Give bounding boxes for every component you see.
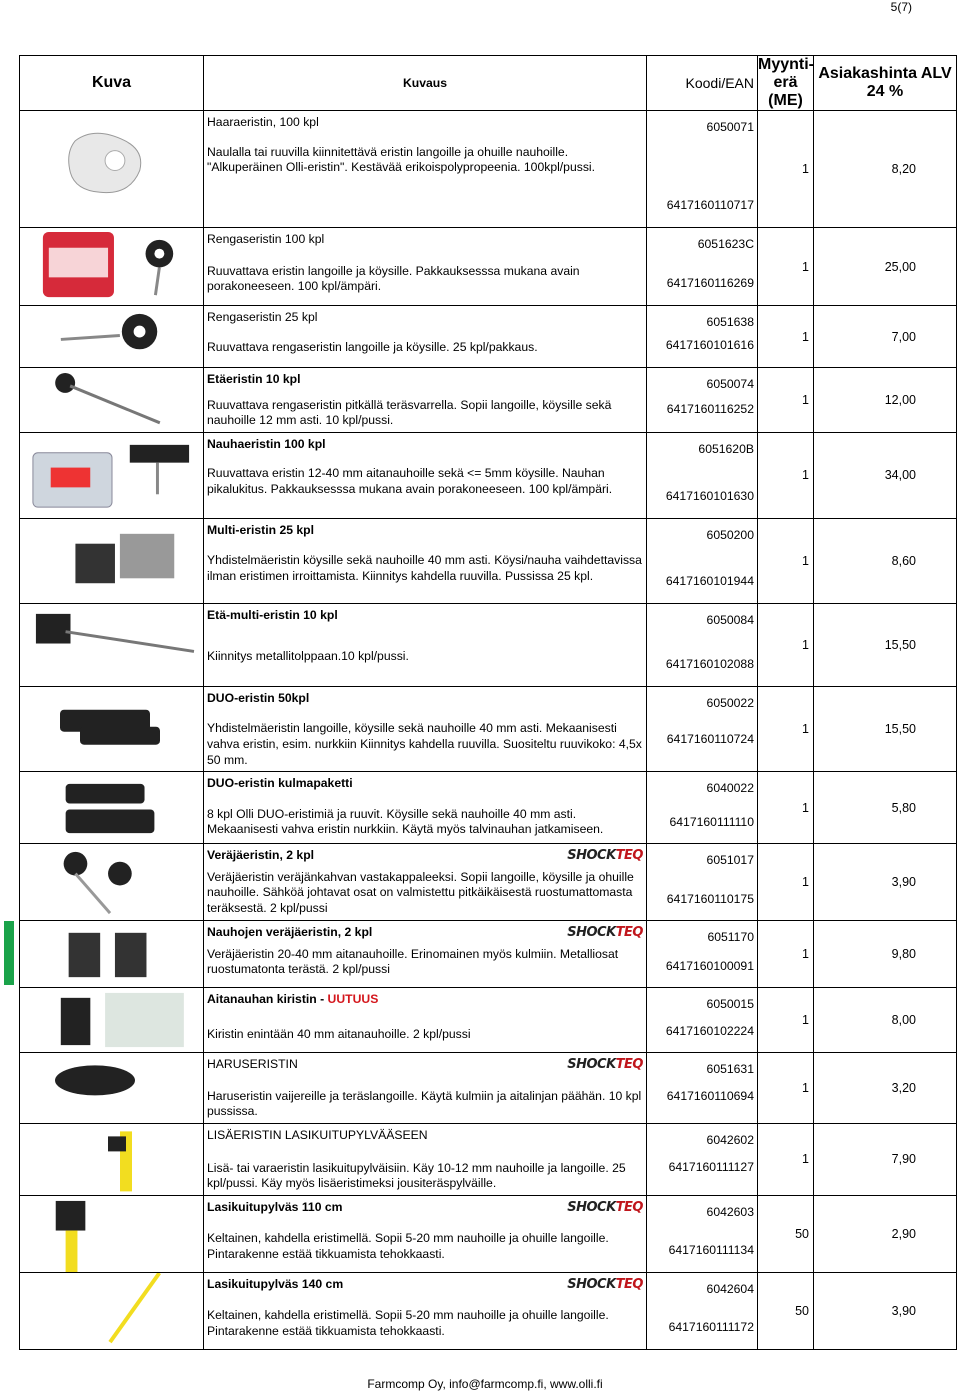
product-description: Lisä- tai varaeristin lasikuitupylväisiin. Käy 10-12 mm nauhoille ja langoille. 25 kpl/pussi. Käy myös lisäeristimeksi jousiteräspylväille. bbox=[207, 1160, 626, 1191]
product-title-text: Lasikuitupylväs 140 cm bbox=[207, 1276, 344, 1291]
product-description: Kiinnitys metallitolppaan.10 kpl/pussi. bbox=[207, 649, 409, 664]
product-title bbox=[207, 232, 643, 248]
product-description: Veräjäeristin veräjänkahvan vastakappaleeksi. Sopii langoille, köysille ja ohuille nauhoille. Sähköä johtavat osat on valmistettu pitkäikäisestä ruostumattomasta teräksestä. 2 kpl/pussi bbox=[207, 869, 634, 915]
product-ean: 6417160101630 bbox=[665, 489, 754, 504]
product-code: 6042604 bbox=[706, 1281, 754, 1296]
header-kuva: Kuva bbox=[20, 56, 204, 111]
product-image bbox=[20, 1123, 204, 1195]
product-description-cell bbox=[204, 111, 647, 228]
guy-insulator-icon bbox=[20, 1053, 203, 1123]
white-branch-insulator-icon bbox=[20, 111, 203, 227]
product-title bbox=[207, 1057, 643, 1073]
product-row bbox=[20, 1053, 957, 1124]
product-title-text: Nauhojen veräjäeristin, 2 kpl bbox=[207, 925, 373, 940]
product-code: 6050084 bbox=[706, 612, 754, 627]
product-title-text: Etäeristin 10 kpl bbox=[207, 372, 301, 386]
tape-tensioner-icon bbox=[20, 988, 203, 1052]
product-image bbox=[20, 1272, 204, 1349]
product-description-cell bbox=[204, 603, 647, 686]
product-description: Keltainen, kahdella eristimellä. Sopii 5-20 mm nauhoille ja ohuille langoille. Pintarakenne estää tikkuamista tehokkaasti. bbox=[207, 1231, 609, 1261]
product-title bbox=[207, 310, 643, 326]
product-ean: 6417160102088 bbox=[665, 657, 754, 672]
product-code-cell bbox=[647, 1195, 758, 1272]
product-code: 6051017 bbox=[706, 853, 754, 868]
header-myyntiera: Myynti-erä (ME) bbox=[758, 56, 814, 109]
product-description-cell bbox=[204, 844, 647, 921]
product-price: 5,80 bbox=[814, 772, 957, 844]
fiberglass-post-insulator-icon bbox=[20, 1124, 203, 1195]
product-title-text: Etä-multi-eristin 10 kpl bbox=[207, 607, 338, 622]
product-title bbox=[207, 1277, 643, 1293]
product-code-cell bbox=[647, 844, 758, 921]
header-kuvaus: Kuvaus bbox=[204, 56, 647, 111]
product-quantity: 1 bbox=[758, 988, 814, 1053]
product-image bbox=[20, 772, 204, 844]
product-price: 12,00 bbox=[814, 368, 957, 433]
product-description: 8 kpl Olli DUO-eristimiä ja ruuvit. Köysille sekä nauhoille 40 mm asti. Mekaanisesti vahva eristin nurkkiin. Käytä myös talvinauhan jatkamiseen. bbox=[207, 806, 604, 837]
product-quantity: 1 bbox=[758, 844, 814, 921]
shockteq-logo-teq: TEQ bbox=[615, 925, 643, 941]
product-code: 6050200 bbox=[706, 527, 754, 542]
product-description-cell bbox=[204, 686, 647, 771]
product-price: 7,90 bbox=[814, 1123, 957, 1195]
product-ean: 6417160111110 bbox=[669, 814, 754, 829]
product-row bbox=[20, 228, 957, 306]
product-quantity: 1 bbox=[758, 921, 814, 988]
gate-insulator-icon bbox=[20, 844, 203, 920]
product-price: 15,50 bbox=[814, 603, 957, 686]
product-quantity: 1 bbox=[758, 603, 814, 686]
product-description-cell bbox=[204, 228, 647, 306]
green-marker bbox=[4, 921, 14, 985]
product-row bbox=[20, 1123, 957, 1195]
product-image bbox=[20, 1195, 204, 1272]
product-code: 6050071 bbox=[706, 120, 754, 134]
product-code: 6051631 bbox=[706, 1062, 754, 1077]
header-koodi: Koodi/EAN bbox=[647, 56, 758, 111]
shockteq-logo-teq: TEQ bbox=[615, 1199, 643, 1215]
product-image bbox=[20, 988, 204, 1053]
product-description: Ruuvattava eristin langoille ja köysille. Pakkauksesssa mukana avain porakoneeseen. 100 kpl/ämpäri. bbox=[207, 263, 580, 294]
product-row bbox=[20, 988, 957, 1053]
product-row bbox=[20, 1195, 957, 1272]
product-description-cell bbox=[204, 518, 647, 603]
product-row bbox=[20, 1272, 957, 1349]
product-row bbox=[20, 686, 957, 771]
red-bucket-and-ring-insulator-icon bbox=[20, 228, 203, 305]
product-title bbox=[207, 848, 643, 864]
product-title-text: Aitanauhan kiristin - bbox=[207, 992, 328, 1007]
product-quantity: 1 bbox=[758, 368, 814, 433]
product-ean: 6417160102224 bbox=[665, 1023, 754, 1038]
shockteq-logo-shock: SHOCK bbox=[567, 925, 616, 941]
product-quantity: 1 bbox=[758, 306, 814, 368]
product-description-cell bbox=[204, 988, 647, 1053]
product-title-text: Rengaseristin 100 kpl bbox=[207, 232, 325, 246]
product-quantity: 1 bbox=[758, 1053, 814, 1124]
product-quantity: 1 bbox=[758, 518, 814, 603]
product-description: Kiristin enintään 40 mm aitanauhoille. 2 kpl/pussi bbox=[207, 1026, 471, 1041]
product-code-cell bbox=[647, 686, 758, 771]
shockteq-logo-shock: SHOCK bbox=[567, 1199, 616, 1215]
shockteq-logo bbox=[567, 1200, 643, 1216]
product-image bbox=[20, 603, 204, 686]
product-quantity: 1 bbox=[758, 1123, 814, 1195]
product-title-text: Veräjäeristin, 2 kpl bbox=[207, 848, 315, 863]
product-ean: 6417160111134 bbox=[668, 1243, 754, 1258]
product-image bbox=[20, 368, 204, 433]
product-price: 3,20 bbox=[814, 1053, 957, 1124]
product-code: 6042602 bbox=[706, 1132, 754, 1147]
product-code-cell bbox=[647, 988, 758, 1053]
product-title-text: Lasikuitupylväs 110 cm bbox=[207, 1199, 343, 1214]
product-ean: 6417160110717 bbox=[666, 198, 754, 213]
fiberglass-post-140-icon bbox=[20, 1273, 203, 1349]
multi-insulator-icon bbox=[20, 519, 203, 603]
product-code: 6050022 bbox=[706, 695, 754, 710]
product-description-cell bbox=[204, 1123, 647, 1195]
product-image bbox=[20, 921, 204, 988]
product-code-cell bbox=[647, 772, 758, 844]
product-description-cell bbox=[204, 306, 647, 368]
product-price: 8,20 bbox=[814, 111, 957, 228]
product-title-text: LISÄERISTIN LASIKUITUPYLVÄÄSEEN bbox=[207, 1127, 428, 1142]
product-title-text: Nauhaeristin 100 kpl bbox=[207, 436, 326, 451]
product-row bbox=[20, 772, 957, 844]
product-description-cell bbox=[204, 368, 647, 433]
product-description-cell bbox=[204, 432, 647, 518]
product-price: 3,90 bbox=[814, 844, 957, 921]
product-image bbox=[20, 228, 204, 306]
product-code-cell bbox=[647, 1272, 758, 1349]
product-quantity: 1 bbox=[758, 228, 814, 306]
product-image bbox=[20, 306, 204, 368]
product-quantity: 1 bbox=[758, 432, 814, 518]
product-image bbox=[20, 432, 204, 518]
duo-insulator-icon bbox=[20, 687, 203, 771]
product-code: 6051623C bbox=[697, 237, 754, 251]
product-code: 6050015 bbox=[706, 997, 754, 1012]
product-quantity: 50 bbox=[758, 1272, 814, 1349]
product-description-cell bbox=[204, 1272, 647, 1349]
product-quantity: 1 bbox=[758, 772, 814, 844]
product-table bbox=[19, 55, 957, 1350]
footer: Farmcomp Oy, info@farmcomp.fi, www.olli.fi bbox=[367, 1377, 603, 1391]
product-title-text: DUO-eristin kulmapaketti bbox=[207, 776, 353, 791]
product-title-text: HARUSERISTIN bbox=[207, 1057, 298, 1072]
product-row bbox=[20, 603, 957, 686]
shockteq-logo-teq: TEQ bbox=[615, 1276, 643, 1292]
shockteq-logo bbox=[567, 1277, 643, 1293]
product-image bbox=[20, 1053, 204, 1124]
offset-multi-insulator-icon bbox=[20, 604, 203, 686]
product-title-text: Rengaseristin 25 kpl bbox=[207, 310, 318, 324]
product-title-text: Haaraeristin, 100 kpl bbox=[207, 115, 319, 129]
product-title bbox=[207, 1128, 643, 1144]
product-description: Ruuvattava eristin 12-40 mm aitanauhoille sekä <= 5mm köysille. Nauhan pikalukitus. Pakkauksesssa mukana avain porakoneeseen. 100 kpl/ämpäri. bbox=[207, 466, 613, 496]
shockteq-logo-teq: TEQ bbox=[615, 848, 643, 864]
tape-gate-insulator-icon bbox=[20, 921, 203, 987]
shockteq-logo-shock: SHOCK bbox=[567, 1276, 616, 1292]
product-price: 34,00 bbox=[814, 432, 957, 518]
product-title bbox=[207, 437, 643, 453]
page-number: 5(7) bbox=[890, 0, 912, 14]
product-price: 15,50 bbox=[814, 686, 957, 771]
product-quantity: 1 bbox=[758, 686, 814, 771]
product-ean: 6417160101944 bbox=[665, 574, 754, 589]
product-ean: 6417160101616 bbox=[665, 338, 754, 353]
product-row bbox=[20, 921, 957, 988]
product-description: Yhdistelmäeristin köysille sekä nauhoille 40 mm asti. Köysi/nauha vaihdettavissa ilman eristimen irroittamista. Kiinnitys kahdella ruuvilla. Pussissa 25 kpl. bbox=[207, 553, 642, 583]
product-price: 2,90 bbox=[814, 1195, 957, 1272]
product-description-cell bbox=[204, 772, 647, 844]
new-badge: UUTUUS bbox=[327, 992, 379, 1007]
product-code-cell bbox=[647, 603, 758, 686]
product-description: Keltainen, kahdella eristimellä. Sopii 5-20 mm nauhoille ja ohuille langoille. Pintarakenne estää tikkuamista tehokkaasti. bbox=[207, 1308, 609, 1338]
product-code: 6042603 bbox=[706, 1204, 754, 1219]
product-description: Ruuvattava rengaseristin langoille ja köysille. 25 kpl/pakkaus. bbox=[207, 339, 538, 354]
product-ean: 6417160116269 bbox=[666, 276, 754, 291]
product-price: 9,80 bbox=[814, 921, 957, 988]
product-description: Veräjäeristin 20-40 mm aitanauhoille. Erinomainen myös kulmiin. Metalliosat ruostumatonta terästä. 2 kpl/pussi bbox=[207, 946, 619, 977]
product-title bbox=[207, 1200, 643, 1216]
product-title bbox=[207, 115, 643, 131]
product-description: Naulalla tai ruuvilla kiinnitettävä eristin langoille ja ohuille nauhoille. "Alkuperäinen Olli-eristin". Kestävää erikoispolypropeenia. 100kpl/pussi. bbox=[207, 144, 596, 175]
product-ean: 6417160110175 bbox=[666, 891, 754, 906]
product-quantity: 1 bbox=[758, 111, 814, 228]
product-image bbox=[20, 844, 204, 921]
screw-ring-insulator-icon bbox=[20, 306, 203, 367]
product-ean: 6417160110694 bbox=[666, 1088, 754, 1103]
product-image bbox=[20, 686, 204, 771]
product-image bbox=[20, 111, 204, 228]
product-row bbox=[20, 306, 957, 368]
product-description-cell bbox=[204, 921, 647, 988]
shockteq-logo bbox=[567, 848, 643, 864]
product-code: 6040022 bbox=[706, 781, 754, 796]
product-code-cell bbox=[647, 1123, 758, 1195]
offset-insulator-icon bbox=[20, 368, 203, 432]
product-ean: 6417160110724 bbox=[666, 732, 754, 747]
product-row bbox=[20, 111, 957, 228]
product-price: 8,60 bbox=[814, 518, 957, 603]
product-code: 6051170 bbox=[707, 930, 754, 945]
product-title bbox=[207, 925, 643, 941]
product-row bbox=[20, 518, 957, 603]
product-title bbox=[207, 608, 643, 624]
shockteq-logo bbox=[567, 925, 643, 941]
product-title bbox=[207, 776, 643, 792]
box-and-tape-insulator-icon bbox=[20, 433, 203, 518]
product-price: 7,00 bbox=[814, 306, 957, 368]
product-title bbox=[207, 372, 643, 388]
shockteq-logo-shock: SHOCK bbox=[567, 848, 616, 864]
product-title bbox=[207, 523, 643, 539]
shockteq-logo bbox=[567, 1057, 643, 1073]
product-ean: 6417160111127 bbox=[668, 1160, 754, 1175]
header-hinta: Asiakashinta ALV 24 % bbox=[814, 56, 957, 111]
duo-corner-pack-icon bbox=[20, 772, 203, 843]
product-description: Yhdistelmäeristin langoille, köysille sekä nauhoille 40 mm asti. Mekaanisesti vahva eristin, esim. nurkkiin Kiinnitys kahdella ruuvilla. Suositeltu ruuvikoko: 4,5x 50 mm. bbox=[207, 721, 642, 767]
product-code-cell bbox=[647, 432, 758, 518]
product-price: 3,90 bbox=[814, 1272, 957, 1349]
product-code: 6051638 bbox=[706, 315, 754, 329]
product-description-cell bbox=[204, 1053, 647, 1124]
product-code-cell bbox=[647, 518, 758, 603]
table-header bbox=[20, 56, 957, 111]
product-code-cell bbox=[647, 111, 758, 228]
product-code-cell bbox=[647, 368, 758, 433]
product-row bbox=[20, 432, 957, 518]
product-row bbox=[20, 844, 957, 921]
product-ean: 6417160116252 bbox=[666, 402, 754, 417]
product-image bbox=[20, 518, 204, 603]
product-row bbox=[20, 368, 957, 433]
shockteq-logo-shock: SHOCK bbox=[567, 1057, 616, 1073]
product-price: 25,00 bbox=[814, 228, 957, 306]
product-description-cell bbox=[204, 1195, 647, 1272]
product-code: 6050074 bbox=[706, 377, 754, 391]
product-title bbox=[207, 691, 643, 707]
shockteq-logo-teq: TEQ bbox=[615, 1057, 643, 1073]
product-ean: 6417160100091 bbox=[665, 958, 754, 973]
product-title-text: Multi-eristin 25 kpl bbox=[207, 522, 314, 537]
product-ean: 6417160111172 bbox=[668, 1320, 754, 1335]
product-code-cell bbox=[647, 228, 758, 306]
product-description: Haruseristin vaijereille ja teräslangoille. Käytä kulmiin ja aitalinjan päähän. 10 kpl pussissa. bbox=[207, 1088, 642, 1119]
product-code: 6051620B bbox=[698, 441, 754, 456]
product-title bbox=[207, 992, 643, 1008]
product-code-cell bbox=[647, 306, 758, 368]
fiberglass-post-110-icon bbox=[20, 1196, 203, 1272]
product-description: Ruuvattava rengaseristin pitkällä teräsvarrella. Sopii langoille, köysille sekä nauhoille 12 mm asti. 10 kpl/pussi. bbox=[207, 397, 612, 428]
product-code-cell bbox=[647, 1053, 758, 1124]
product-quantity: 50 bbox=[758, 1195, 814, 1272]
product-code-cell bbox=[647, 921, 758, 988]
product-price: 8,00 bbox=[814, 988, 957, 1053]
product-title-text: DUO-eristin 50kpl bbox=[207, 690, 310, 705]
